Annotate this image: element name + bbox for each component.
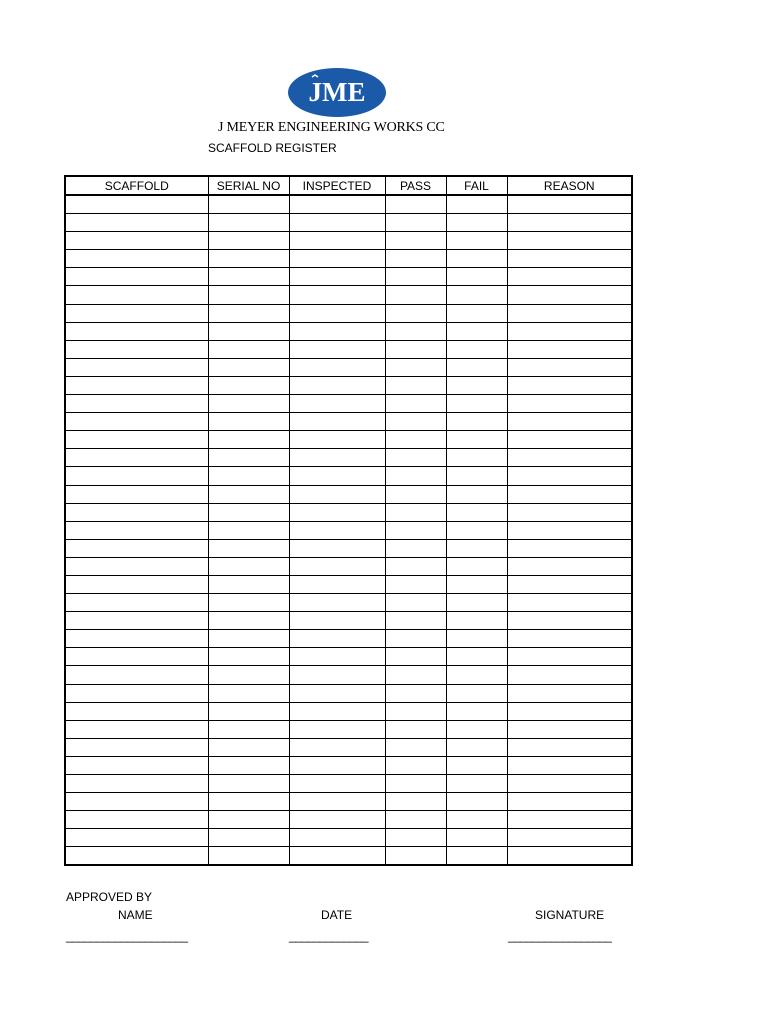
cell-pass[interactable] xyxy=(385,775,446,793)
cell-serial-no[interactable] xyxy=(208,413,289,431)
cell-scaffold[interactable] xyxy=(65,666,208,684)
cell-serial-no[interactable] xyxy=(208,720,289,738)
cell-inspected[interactable] xyxy=(289,811,385,829)
table-row xyxy=(65,648,632,666)
cell-scaffold[interactable] xyxy=(65,286,208,304)
cell-pass[interactable] xyxy=(385,720,446,738)
cell-fail[interactable] xyxy=(446,738,507,756)
cell-serial-no[interactable] xyxy=(208,738,289,756)
cell-serial-no[interactable] xyxy=(208,648,289,666)
cell-reason[interactable] xyxy=(507,738,632,756)
cell-scaffold[interactable] xyxy=(65,575,208,593)
cell-scaffold[interactable] xyxy=(65,431,208,449)
cell-fail[interactable] xyxy=(446,666,507,684)
table-row xyxy=(65,286,632,304)
cell-scaffold[interactable] xyxy=(65,195,208,214)
cell-pass[interactable] xyxy=(385,304,446,322)
cell-scaffold[interactable] xyxy=(65,684,208,702)
cell-serial-no[interactable] xyxy=(208,847,289,866)
cell-serial-no[interactable] xyxy=(208,250,289,268)
cell-fail[interactable] xyxy=(446,395,507,413)
cell-reason[interactable] xyxy=(507,250,632,268)
cell-reason[interactable] xyxy=(507,684,632,702)
cell-reason[interactable] xyxy=(507,539,632,557)
cell-serial-no[interactable] xyxy=(208,684,289,702)
cell-fail[interactable] xyxy=(446,431,507,449)
cell-serial-no[interactable] xyxy=(208,756,289,774)
table-row xyxy=(65,250,632,268)
cell-inspected[interactable] xyxy=(289,286,385,304)
cell-pass[interactable] xyxy=(385,449,446,467)
table-row xyxy=(65,395,632,413)
cell-inspected[interactable] xyxy=(289,720,385,738)
cell-fail[interactable] xyxy=(446,684,507,702)
cell-serial-no[interactable] xyxy=(208,195,289,214)
cell-fail[interactable] xyxy=(446,195,507,214)
cell-reason[interactable] xyxy=(507,268,632,286)
table-row xyxy=(65,539,632,557)
cell-inspected[interactable] xyxy=(289,594,385,612)
cell-fail[interactable] xyxy=(446,630,507,648)
cell-serial-no[interactable] xyxy=(208,594,289,612)
cell-reason[interactable] xyxy=(507,594,632,612)
table-row xyxy=(65,847,632,866)
cell-pass[interactable] xyxy=(385,738,446,756)
cell-fail[interactable] xyxy=(446,250,507,268)
company-name: J MEYER ENGINEERING WORKS CC xyxy=(218,120,445,135)
cell-inspected[interactable] xyxy=(289,503,385,521)
cell-reason[interactable] xyxy=(507,358,632,376)
cell-fail[interactable] xyxy=(446,720,507,738)
cell-serial-no[interactable] xyxy=(208,829,289,847)
table-row xyxy=(65,594,632,612)
cell-inspected[interactable] xyxy=(289,340,385,358)
cell-serial-no[interactable] xyxy=(208,485,289,503)
cell-pass[interactable] xyxy=(385,268,446,286)
cell-fail[interactable] xyxy=(446,467,507,485)
cell-pass[interactable] xyxy=(385,756,446,774)
table-row xyxy=(65,702,632,720)
cell-scaffold[interactable] xyxy=(65,268,208,286)
cell-pass[interactable] xyxy=(385,829,446,847)
cell-fail[interactable] xyxy=(446,286,507,304)
table-row xyxy=(65,575,632,593)
cell-serial-no[interactable] xyxy=(208,539,289,557)
table-row xyxy=(65,431,632,449)
cell-pass[interactable] xyxy=(385,793,446,811)
cell-serial-no[interactable] xyxy=(208,340,289,358)
cell-scaffold[interactable] xyxy=(65,793,208,811)
cell-serial-no[interactable] xyxy=(208,811,289,829)
cell-scaffold[interactable] xyxy=(65,467,208,485)
cell-scaffold[interactable] xyxy=(65,449,208,467)
cell-reason[interactable] xyxy=(507,232,632,250)
jme-logo xyxy=(287,67,387,118)
cell-reason[interactable] xyxy=(507,431,632,449)
cell-serial-no[interactable] xyxy=(208,449,289,467)
cell-scaffold[interactable] xyxy=(65,485,208,503)
cell-fail[interactable] xyxy=(446,575,507,593)
cell-serial-no[interactable] xyxy=(208,793,289,811)
cell-inspected[interactable] xyxy=(289,738,385,756)
cell-fail[interactable] xyxy=(446,521,507,539)
table-body xyxy=(65,195,632,865)
cell-inspected[interactable] xyxy=(289,847,385,866)
table-row xyxy=(65,195,632,214)
table-row xyxy=(65,793,632,811)
cell-inspected[interactable] xyxy=(289,250,385,268)
cell-reason[interactable] xyxy=(507,811,632,829)
cell-fail[interactable] xyxy=(446,485,507,503)
cell-fail[interactable] xyxy=(446,503,507,521)
cell-inspected[interactable] xyxy=(289,666,385,684)
cell-reason[interactable] xyxy=(507,449,632,467)
cell-reason[interactable] xyxy=(507,720,632,738)
cell-fail[interactable] xyxy=(446,376,507,394)
cell-fail[interactable] xyxy=(446,829,507,847)
table-row xyxy=(65,503,632,521)
table-row xyxy=(65,340,632,358)
cell-reason[interactable] xyxy=(507,666,632,684)
cell-serial-no[interactable] xyxy=(208,575,289,593)
cell-fail[interactable] xyxy=(446,340,507,358)
cell-serial-no[interactable] xyxy=(208,557,289,575)
cell-scaffold[interactable] xyxy=(65,847,208,866)
cell-fail[interactable] xyxy=(446,775,507,793)
cell-fail[interactable] xyxy=(446,702,507,720)
cell-pass[interactable] xyxy=(385,195,446,214)
table-row xyxy=(65,467,632,485)
cell-serial-no[interactable] xyxy=(208,322,289,340)
cell-serial-no[interactable] xyxy=(208,395,289,413)
cell-serial-no[interactable] xyxy=(208,775,289,793)
cell-reason[interactable] xyxy=(507,467,632,485)
column-header-scaffold: SCAFFOLD xyxy=(65,176,208,195)
table-row xyxy=(65,304,632,322)
cell-scaffold[interactable] xyxy=(65,738,208,756)
cell-inspected[interactable] xyxy=(289,358,385,376)
cell-scaffold[interactable] xyxy=(65,594,208,612)
table-row xyxy=(65,268,632,286)
cell-scaffold[interactable] xyxy=(65,304,208,322)
table-row xyxy=(65,612,632,630)
date-line[interactable]: _____________ xyxy=(289,929,368,943)
cell-reason[interactable] xyxy=(507,395,632,413)
cell-scaffold[interactable] xyxy=(65,413,208,431)
cell-pass[interactable] xyxy=(385,630,446,648)
cell-pass[interactable] xyxy=(385,575,446,593)
cell-inspected[interactable] xyxy=(289,449,385,467)
cell-fail[interactable] xyxy=(446,612,507,630)
cell-reason[interactable] xyxy=(507,376,632,394)
cell-pass[interactable] xyxy=(385,557,446,575)
cell-fail[interactable] xyxy=(446,756,507,774)
cell-inspected[interactable] xyxy=(289,557,385,575)
cell-fail[interactable] xyxy=(446,232,507,250)
cell-pass[interactable] xyxy=(385,250,446,268)
column-header-reason: REASON xyxy=(507,176,632,195)
cell-fail[interactable] xyxy=(446,847,507,866)
cell-pass[interactable] xyxy=(385,358,446,376)
cell-fail[interactable] xyxy=(446,322,507,340)
cell-pass[interactable] xyxy=(385,376,446,394)
cell-inspected[interactable] xyxy=(289,684,385,702)
cell-pass[interactable] xyxy=(385,413,446,431)
cell-pass[interactable] xyxy=(385,521,446,539)
cell-reason[interactable] xyxy=(507,648,632,666)
cell-fail[interactable] xyxy=(446,793,507,811)
table-row xyxy=(65,358,632,376)
table-row xyxy=(65,413,632,431)
table-row xyxy=(65,829,632,847)
cell-scaffold[interactable] xyxy=(65,358,208,376)
column-header-serial-no: SERIAL NO xyxy=(208,176,289,195)
cell-inspected[interactable] xyxy=(289,756,385,774)
cell-serial-no[interactable] xyxy=(208,630,289,648)
column-header-inspected: INSPECTED xyxy=(289,176,385,195)
cell-reason[interactable] xyxy=(507,575,632,593)
cell-scaffold[interactable] xyxy=(65,648,208,666)
cell-serial-no[interactable] xyxy=(208,376,289,394)
cell-inspected[interactable] xyxy=(289,376,385,394)
cell-pass[interactable] xyxy=(385,684,446,702)
cell-fail[interactable] xyxy=(446,594,507,612)
cell-pass[interactable] xyxy=(385,485,446,503)
cell-inspected[interactable] xyxy=(289,467,385,485)
cell-reason[interactable] xyxy=(507,775,632,793)
cell-pass[interactable] xyxy=(385,702,446,720)
cell-pass[interactable] xyxy=(385,847,446,866)
cell-pass[interactable] xyxy=(385,666,446,684)
cell-reason[interactable] xyxy=(507,286,632,304)
cell-fail[interactable] xyxy=(446,214,507,232)
cell-pass[interactable] xyxy=(385,594,446,612)
cell-inspected[interactable] xyxy=(289,539,385,557)
cell-reason[interactable] xyxy=(507,829,632,847)
cell-reason[interactable] xyxy=(507,322,632,340)
cell-serial-no[interactable] xyxy=(208,521,289,539)
cell-pass[interactable] xyxy=(385,612,446,630)
cell-scaffold[interactable] xyxy=(65,775,208,793)
table-row xyxy=(65,811,632,829)
cell-inspected[interactable] xyxy=(289,431,385,449)
cell-reason[interactable] xyxy=(507,503,632,521)
cell-pass[interactable] xyxy=(385,340,446,358)
cell-fail[interactable] xyxy=(446,557,507,575)
cell-inspected[interactable] xyxy=(289,829,385,847)
cell-reason[interactable] xyxy=(507,756,632,774)
cell-inspected[interactable] xyxy=(289,214,385,232)
signature-label: SIGNATURE xyxy=(535,908,605,922)
cell-reason[interactable] xyxy=(507,702,632,720)
cell-inspected[interactable] xyxy=(289,304,385,322)
cell-scaffold[interactable] xyxy=(65,720,208,738)
cell-scaffold[interactable] xyxy=(65,521,208,539)
cell-pass[interactable] xyxy=(385,395,446,413)
cell-scaffold[interactable] xyxy=(65,250,208,268)
cell-scaffold[interactable] xyxy=(65,702,208,720)
cell-serial-no[interactable] xyxy=(208,702,289,720)
signature-line[interactable]: _________________ xyxy=(508,929,612,943)
cell-scaffold[interactable] xyxy=(65,612,208,630)
cell-pass[interactable] xyxy=(385,467,446,485)
cell-inspected[interactable] xyxy=(289,413,385,431)
table-row xyxy=(65,485,632,503)
table-row xyxy=(65,232,632,250)
cell-inspected[interactable] xyxy=(289,775,385,793)
document-title: SCAFFOLD REGISTER xyxy=(208,141,337,155)
cell-serial-no[interactable] xyxy=(208,232,289,250)
table-row xyxy=(65,775,632,793)
table-row xyxy=(65,738,632,756)
cell-fail[interactable] xyxy=(446,413,507,431)
cell-serial-no[interactable] xyxy=(208,431,289,449)
cell-inspected[interactable] xyxy=(289,793,385,811)
cell-scaffold[interactable] xyxy=(65,340,208,358)
cell-inspected[interactable] xyxy=(289,268,385,286)
table-row xyxy=(65,557,632,575)
cell-inspected[interactable] xyxy=(289,575,385,593)
cell-scaffold[interactable] xyxy=(65,376,208,394)
cell-reason[interactable] xyxy=(507,214,632,232)
cell-inspected[interactable] xyxy=(289,612,385,630)
cell-scaffold[interactable] xyxy=(65,756,208,774)
cell-inspected[interactable] xyxy=(289,322,385,340)
table-row xyxy=(65,214,632,232)
cell-fail[interactable] xyxy=(446,539,507,557)
cell-serial-no[interactable] xyxy=(208,286,289,304)
cell-pass[interactable] xyxy=(385,648,446,666)
table-row xyxy=(65,322,632,340)
cell-inspected[interactable] xyxy=(289,395,385,413)
cell-scaffold[interactable] xyxy=(65,557,208,575)
cell-inspected[interactable] xyxy=(289,195,385,214)
cell-serial-no[interactable] xyxy=(208,503,289,521)
cell-inspected[interactable] xyxy=(289,521,385,539)
cell-reason[interactable] xyxy=(507,195,632,214)
cell-pass[interactable] xyxy=(385,431,446,449)
column-header-fail: FAIL xyxy=(446,176,507,195)
cell-serial-no[interactable] xyxy=(208,214,289,232)
table-row xyxy=(65,449,632,467)
table-row xyxy=(65,666,632,684)
cell-reason[interactable] xyxy=(507,557,632,575)
cell-serial-no[interactable] xyxy=(208,612,289,630)
table-row xyxy=(65,720,632,738)
approved-by-label: APPROVED BY xyxy=(66,890,153,904)
cell-fail[interactable] xyxy=(446,648,507,666)
logo-text: JME xyxy=(308,77,366,107)
cell-reason[interactable] xyxy=(507,521,632,539)
cell-pass[interactable] xyxy=(385,286,446,304)
cell-fail[interactable] xyxy=(446,358,507,376)
cell-reason[interactable] xyxy=(507,847,632,866)
table-row xyxy=(65,376,632,394)
cell-scaffold[interactable] xyxy=(65,395,208,413)
cell-reason[interactable] xyxy=(507,630,632,648)
cell-scaffold[interactable] xyxy=(65,539,208,557)
cell-serial-no[interactable] xyxy=(208,666,289,684)
cell-serial-no[interactable] xyxy=(208,268,289,286)
table-row xyxy=(65,684,632,702)
cell-pass[interactable] xyxy=(385,232,446,250)
cell-reason[interactable] xyxy=(507,413,632,431)
column-header-pass: PASS xyxy=(385,176,446,195)
cell-scaffold[interactable] xyxy=(65,232,208,250)
cell-pass[interactable] xyxy=(385,503,446,521)
name-line[interactable]: ____________________ xyxy=(66,929,188,943)
name-label: NAME xyxy=(118,908,153,922)
cell-reason[interactable] xyxy=(507,793,632,811)
cell-reason[interactable] xyxy=(507,485,632,503)
cell-pass[interactable] xyxy=(385,539,446,557)
date-label: DATE xyxy=(321,908,353,922)
cell-scaffold[interactable] xyxy=(65,503,208,521)
cell-reason[interactable] xyxy=(507,340,632,358)
cell-scaffold[interactable] xyxy=(65,214,208,232)
scaffold-register-table xyxy=(64,175,633,866)
cell-reason[interactable] xyxy=(507,304,632,322)
cell-inspected[interactable] xyxy=(289,485,385,503)
cell-inspected[interactable] xyxy=(289,702,385,720)
cell-pass[interactable] xyxy=(385,322,446,340)
cell-inspected[interactable] xyxy=(289,648,385,666)
cell-fail[interactable] xyxy=(446,304,507,322)
cell-fail[interactable] xyxy=(446,449,507,467)
cell-scaffold[interactable] xyxy=(65,630,208,648)
cell-pass[interactable] xyxy=(385,811,446,829)
cell-fail[interactable] xyxy=(446,811,507,829)
cell-serial-no[interactable] xyxy=(208,304,289,322)
cell-inspected[interactable] xyxy=(289,232,385,250)
cell-pass[interactable] xyxy=(385,214,446,232)
table-row xyxy=(65,521,632,539)
cell-reason[interactable] xyxy=(507,612,632,630)
cell-scaffold[interactable] xyxy=(65,322,208,340)
cell-serial-no[interactable] xyxy=(208,358,289,376)
cell-serial-no[interactable] xyxy=(208,467,289,485)
table-header-row xyxy=(65,176,632,195)
cell-inspected[interactable] xyxy=(289,630,385,648)
table-row xyxy=(65,756,632,774)
cell-fail[interactable] xyxy=(446,268,507,286)
cell-scaffold[interactable] xyxy=(65,829,208,847)
cell-scaffold[interactable] xyxy=(65,811,208,829)
table-row xyxy=(65,630,632,648)
